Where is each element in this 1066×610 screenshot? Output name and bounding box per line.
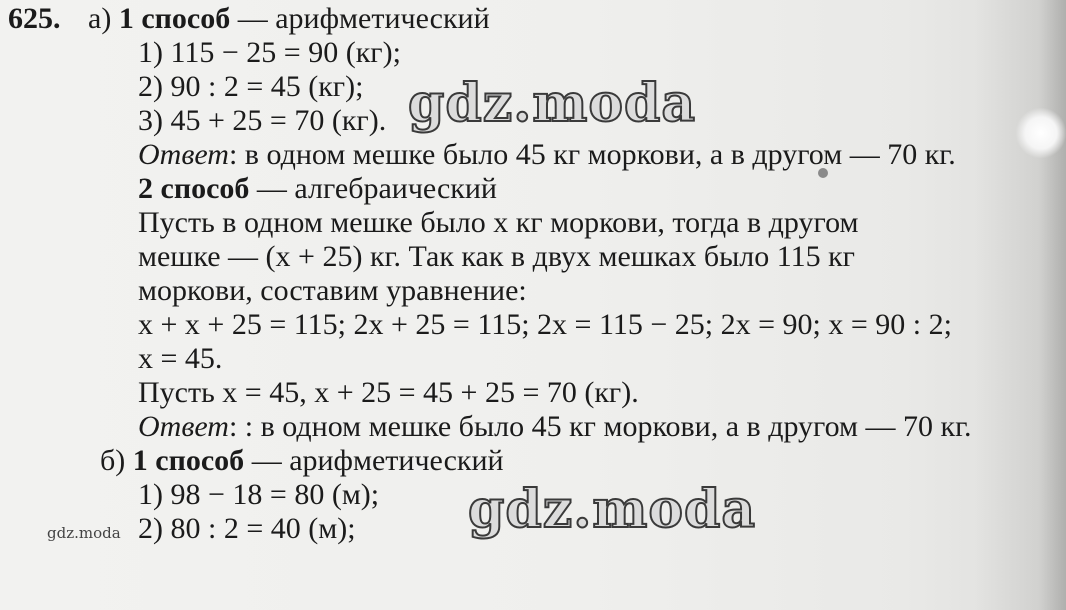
page-edge-shadow	[976, 0, 1066, 610]
part-a-method1-kind: — арифметический	[230, 2, 490, 35]
part-a-method2-line	[138, 172, 497, 206]
answer-2-label: Ответ	[138, 410, 229, 443]
part-a-step-2: 2) 90 : 2 = 45 (кг);	[138, 70, 364, 103]
watermark-top: gdz.moda	[408, 73, 697, 134]
part-b-step-1: 1) 98 − 18 = 80 (м);	[138, 478, 380, 511]
part-a-label: а)	[88, 2, 112, 35]
part-a-method1-title: 1 способ	[118, 2, 231, 35]
part-b-step-2: 2) 80 : 2 = 40 (м);	[138, 512, 356, 545]
paper-tear-mark	[1016, 108, 1066, 158]
part-b-method1-kind: — арифметический	[244, 444, 504, 477]
part-a-method2-title: 2 способ	[138, 172, 250, 205]
part-a-method1-line	[88, 2, 490, 36]
algebra-line-3: моркови, составим уравнение:	[138, 274, 527, 307]
watermark-small: gdz.moda	[47, 524, 121, 542]
part-a-answer-2	[138, 410, 972, 444]
part-b-method1-line	[100, 444, 504, 478]
part-a-method2-kind: — алгебраический	[249, 172, 497, 205]
watermark-bottom: gdz.moda	[468, 479, 757, 540]
algebra-line-2: мешке — (x + 25) кг. Так как в двух мешках было 115 кг	[138, 240, 855, 273]
answer-1-text: : в одном мешке было 45 кг моркови, а в другом — 70 кг.	[228, 138, 956, 171]
algebra-line-6: Пусть x = 45, x + 25 = 45 + 25 = 70 (кг).	[138, 376, 639, 409]
algebra-line-1: Пусть в одном мешке было x кг моркови, тогда в другом	[138, 206, 859, 239]
part-a-step-1: 1) 115 − 25 = 90 (кг);	[138, 36, 401, 69]
part-b-method1-title: 1 способ	[132, 444, 245, 477]
algebra-line-4: x + x + 25 = 115; 2x + 25 = 115; 2x = 115 − 25; 2x = 90; x = 90 : 2;	[138, 308, 952, 341]
problem-number: 625.	[8, 2, 61, 35]
algebra-line-5: x = 45.	[138, 342, 223, 375]
answer-2-text: : : в одном мешке было 45 кг моркови, а в другом — 70 кг.	[228, 410, 972, 443]
part-a-answer-1	[138, 138, 956, 172]
part-a-step-3: 3) 45 + 25 = 70 (кг).	[138, 104, 387, 137]
part-b-label: б)	[100, 444, 126, 477]
answer-1-label: Ответ	[138, 138, 229, 171]
